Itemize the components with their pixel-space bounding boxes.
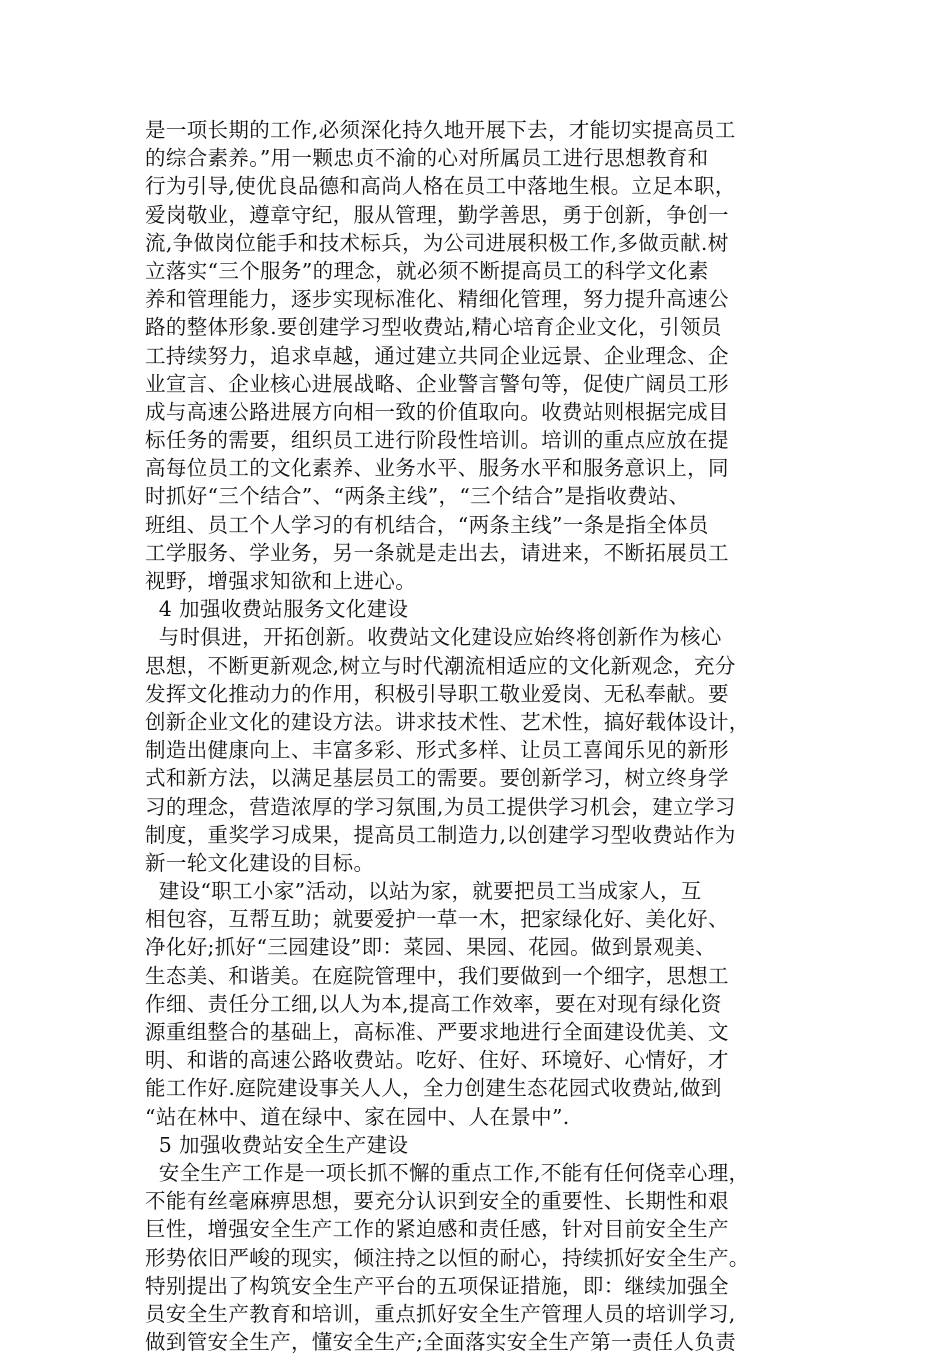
text-line: 源重组整合的基础上，高标准、严要求地进行全面建设优美、文 <box>145 1020 729 1044</box>
text-line: 明、和谐的高速公路收费站。吃好、住好、环境好、心情好，才 <box>145 1048 729 1073</box>
text-line: 高每位员工的文化素养、业务水平、服务水平和服务意识上，同 <box>145 456 729 481</box>
text-line: 员安全生产教育和培训，重点抓好安全生产管理人员的培训学习, <box>145 1301 736 1326</box>
text-line: 与时俱进，开拓创新。收费站文化建设应始终将创新作为核心 <box>145 625 722 650</box>
text-line: 能工作好.庭院建设事关人人，全力创建生态花园式收费站,做到 <box>145 1076 722 1101</box>
text-line: 成与高速公路进展方向相一致的价值取向。收费站则根据完成目 <box>145 399 729 424</box>
text-line: 做到管安全生产，懂安全生产;全面落实安全生产第一责任人负责 <box>145 1330 737 1355</box>
text-line: 新一轮文化建设的目标。 <box>145 850 375 875</box>
text-line: 养和管理能力，逐步实现标准化、精细化管理，努力提升高速公 <box>145 287 729 312</box>
text-line: 班组、员工个人学习的有机结合，“两条主线”一条是指全体员 <box>145 512 709 537</box>
text-line: 视野，增强求知欲和上进心。 <box>145 569 417 593</box>
text-line: 习的理念，营造浓厚的学习氛围,为员工提供学习机会，建立学习 <box>145 794 736 819</box>
text-line: “站在林中、道在绿中、家在园中、人在景中”. <box>145 1104 570 1129</box>
text-line: 思想，不断更新观念,树立与时代潮流相适应的文化新观念，充分 <box>145 653 736 678</box>
text-line: 工学服务、学业务，另一条就是走出去，请进来，不断拓展员工 <box>145 540 729 565</box>
text-line: 相包容，互帮互助；就要爱护一草一木，把家绿化好、美化好、 <box>145 907 729 932</box>
text-line: 作细、责任分工细,以人为本,提高工作效率，要在对现有绿化资 <box>145 991 722 1016</box>
text-line: 立落实“三个服务”的理念，就必须不断提高员工的科学文化素 <box>145 258 709 283</box>
section-heading: 5 加强收费站安全生产建设 <box>145 1132 409 1157</box>
document-body <box>145 116 795 1356</box>
text-line: 生态美、和谐美。在庭院管理中，我们要做到一个细字，思想工 <box>145 963 729 988</box>
text-line: 巨性，增强安全生产工作的紧迫感和责任感，针对目前安全生产 <box>145 1217 729 1242</box>
text-line: 是一项长期的工作,必须深化持久地开展下去，才能切实提高员工 <box>145 118 736 142</box>
text-line: 净化好;抓好“三园建设”即：菜园、果园、花园。做到景观美、 <box>145 935 717 960</box>
text-line: 特别提出了构筑安全生产平台的五项保证措施，即：继续加强全 <box>145 1273 729 1298</box>
text-line: 行为引导,使优良品德和高尚人格在员工中落地生根。立足本职， <box>145 174 736 199</box>
text-line: 爱岗敬业，遵章守纪，服从管理，勤学善思，勇于创新，争创一 <box>145 202 729 227</box>
text-line: 制造出健康向上、丰富多彩、形式多样、让员工喜闻乐见的新形 <box>145 738 729 763</box>
text-line: 发挥文化推动力的作用，积极引导职工敬业爱岗、无私奉献。要 <box>145 681 729 706</box>
text-line: 工持续努力，追求卓越，通过建立共同企业远景、企业理念、企 <box>145 343 729 368</box>
text-line: 流,争做岗位能手和技术标兵，为公司进展积极工作,多做贡献.树 <box>145 230 729 255</box>
text-line: 不能有丝毫麻痹思想，要充分认识到安全的重要性、长期性和艰 <box>145 1189 729 1214</box>
text-line: 形势依旧严峻的现实，倾注持之以恒的耐心，持续抓好安全生产。 <box>145 1245 750 1270</box>
text-line: 业宣言、企业核心进展战略、企业警言警句等，促使广阔员工形 <box>145 371 729 396</box>
text-line: 路的整体形象.要创建学习型收费站,精心培育企业文化，引领员 <box>145 315 722 340</box>
text-line: 的综合素养。”用一颗忠贞不渝的心对所属员工进行思想教育和 <box>145 146 709 171</box>
text-line: 创新企业文化的建设方法。讲求技术性、艺术性，搞好载体设计， <box>145 709 750 734</box>
text-line: 式和新方法，以满足基层员工的需要。要创新学习，树立终身学 <box>145 766 729 791</box>
text-line: 标任务的需要，组织员工进行阶段性培训。培训的重点应放在提 <box>145 428 729 453</box>
section-heading: 4 加强收费站服务文化建设 <box>145 597 409 622</box>
text-line: 安全生产工作是一项长抓不懈的重点工作,不能有任何侥幸心理， <box>145 1160 750 1185</box>
text-line: 时抓好“三个结合”、“两条主线”，“三个结合”是指收费站、 <box>145 484 690 509</box>
text-line: 制度，重奖学习成果，提高员工制造力,以创建学习型收费站作为 <box>145 822 736 847</box>
text-line: 建设“职工小家”活动，以站为家，就要把员工当成家人，互 <box>145 879 702 904</box>
